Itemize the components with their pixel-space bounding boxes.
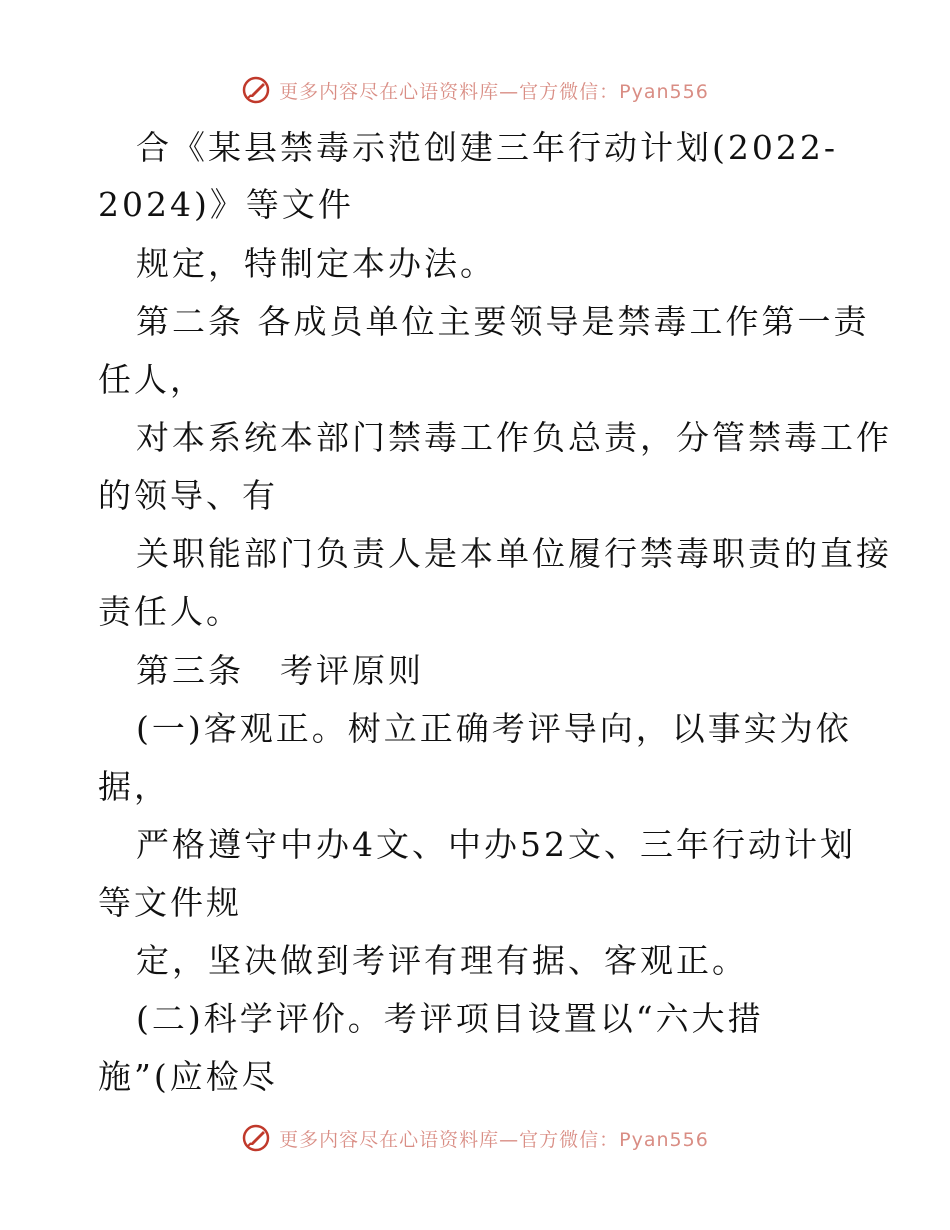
quill-logo-icon bbox=[241, 1123, 271, 1153]
text-line: 关职能部门负责人是本单位履行禁毒职责的直接 bbox=[136, 534, 892, 573]
watermark-text: 更多内容尽在心语资料库—官方微信：Pyan556 bbox=[279, 80, 709, 103]
text-line: 等文件规 bbox=[98, 883, 242, 922]
text-line: 2024)》等文件 bbox=[98, 185, 354, 224]
text-line: 施”(应检尽 bbox=[98, 1057, 278, 1096]
text-line: 据， bbox=[98, 767, 170, 806]
text-line: 定，坚决做到考评有理有据、客观正。 bbox=[136, 941, 748, 980]
watermark-text: 更多内容尽在心语资料库—官方微信：Pyan556 bbox=[279, 1128, 709, 1151]
text-line: (一)客观正。树立正确考评导向，以事实为依 bbox=[136, 709, 852, 748]
text-line: 第二条 各成员单位主要领导是禁毒工作第一责 bbox=[136, 302, 870, 341]
text-line: 任人， bbox=[98, 360, 206, 399]
text-line: 责任人。 bbox=[98, 592, 242, 631]
text-line: 的领导、有 bbox=[98, 476, 278, 515]
text-line: 严格遵守中办4文、中办52文、三年行动计划 bbox=[136, 825, 856, 864]
watermark-footer bbox=[0, 1118, 950, 1158]
text-line: 对本系统本部门禁毒工作负总责，分管禁毒工作 bbox=[136, 418, 892, 457]
text-line: 第三条 考评原则 bbox=[136, 651, 424, 690]
text-line: 规定，特制定本办法。 bbox=[136, 244, 496, 283]
text-line: 合《某县禁毒示范创建三年行动计划(2022- bbox=[136, 128, 839, 167]
text-line: (二)科学评价。考评项目设置以“六大措 bbox=[136, 999, 764, 1038]
